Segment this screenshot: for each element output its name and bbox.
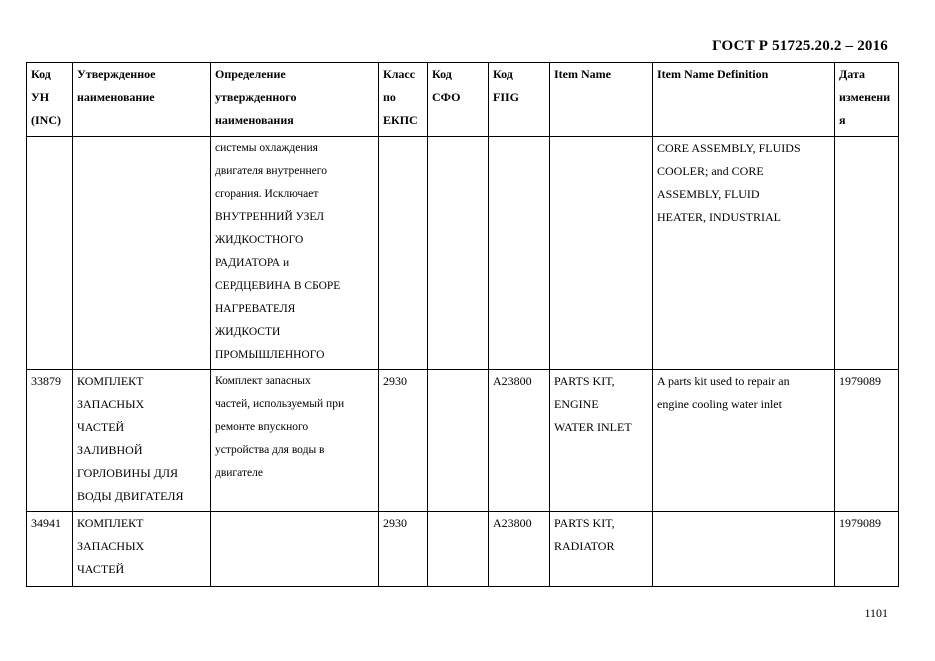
header-definition: Определение утвержденного наименования: [211, 63, 379, 137]
cell-sfo-code: [428, 137, 489, 370]
header-approved-name: Утвержденное наименование: [73, 63, 211, 137]
cell-item-name-definition: A parts kit used to repair an engine cooling water inlet: [653, 370, 835, 512]
cell-change-date: 1979089: [835, 370, 899, 512]
cell-approved-name: КОМПЛЕКТ ЗАПАСНЫХ ЧАСТЕЙ ЗАЛИВНОЙ ГОРЛОВИНЫ ДЛЯ ВОДЫ ДВИГАТЕЛЯ: [73, 370, 211, 512]
cell-ekps-class: 2930: [379, 370, 428, 512]
cell-item-name-definition: [653, 512, 835, 587]
header-item-name-definition: Item Name Definition: [653, 63, 835, 137]
header-change-date: Дата изменения: [835, 63, 899, 137]
cell-item-name-definition: CORE ASSEMBLY, FLUIDS COOLER; and CORE ASSEMBLY, FLUID HEATER, INDUSTRIAL: [653, 137, 835, 370]
cell-item-name: PARTS KIT, ENGINE WATER INLET: [550, 370, 653, 512]
cell-sfo-code: [428, 370, 489, 512]
cell-ekps-class: 2930: [379, 512, 428, 587]
cell-inc: 34941: [27, 512, 73, 587]
table-header-row: [27, 63, 899, 137]
cell-inc: 33879: [27, 370, 73, 512]
cell-item-name: [550, 137, 653, 370]
cell-sfo-code: [428, 512, 489, 587]
cell-ekps-class: [379, 137, 428, 370]
cell-definition: [211, 512, 379, 587]
cell-change-date: [835, 137, 899, 370]
page-number: 1101: [864, 606, 888, 620]
cell-definition: системы охлаждения двигателя внутреннего сгорания. Исключает ВНУТРЕННИЙ УЗЕЛ ЖИДКОСТНОГО РАДИАТОРА и СЕРДЦЕВИНА В СБОРЕ НАГРЕВАТЕЛЯ ЖИДКОСТИ ПРОМЫШЛЕННОГО: [211, 137, 379, 370]
catalog-table-wrapper: [26, 62, 898, 587]
header-ekps-class: Класс по ЕКПС: [379, 63, 428, 137]
table-row: [27, 137, 899, 370]
cell-change-date: 1979089: [835, 512, 899, 587]
cell-fiig-code: A23800: [489, 370, 550, 512]
standard-code: ГОСТ Р 51725.20.2 – 2016: [712, 38, 888, 54]
cell-inc: [27, 137, 73, 370]
header-inc: Код УН (INC): [27, 63, 73, 137]
cell-approved-name: [73, 137, 211, 370]
cell-fiig-code: [489, 137, 550, 370]
table-row: [27, 370, 899, 512]
header-item-name: Item Name: [550, 63, 653, 137]
cell-approved-name: КОМПЛЕКТ ЗАПАСНЫХ ЧАСТЕЙ: [73, 512, 211, 587]
header-sfo-code: Код СФО: [428, 63, 489, 137]
header-fiig-code: Код FIIG: [489, 63, 550, 137]
cell-item-name: PARTS KIT, RADIATOR: [550, 512, 653, 587]
table-row: [27, 512, 899, 587]
cell-fiig-code: A23800: [489, 512, 550, 587]
cell-definition: Комплект запасных частей, используемый при ремонте впускного устройства для воды в двигателе: [211, 370, 379, 512]
catalog-table: [26, 62, 899, 587]
